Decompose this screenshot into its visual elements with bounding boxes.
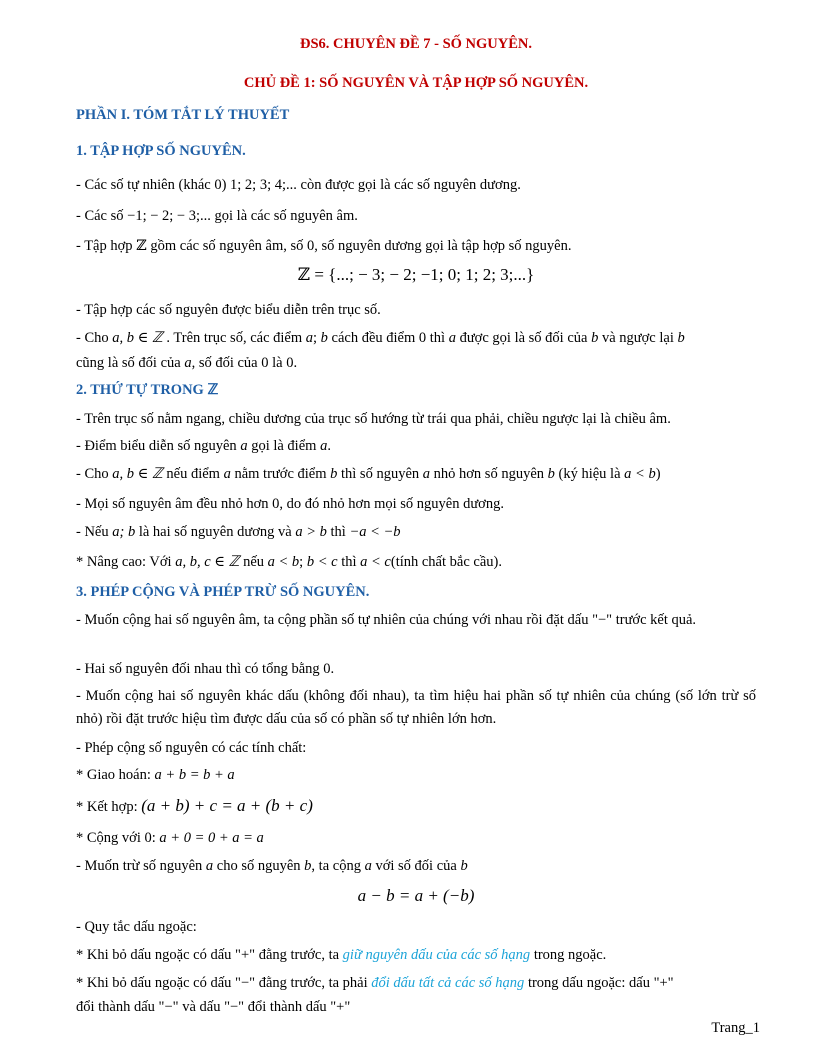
- paragraph: [76, 946, 756, 965]
- math-expression: a < b: [267, 554, 300, 570]
- math-var: b: [320, 330, 328, 346]
- paragraph: [76, 523, 756, 542]
- text: nếu điểm: [166, 466, 220, 482]
- math-expression: a + 0 = 0 + a = a: [159, 830, 264, 846]
- paragraph: - Tập hợp các số nguyên được biểu diễn trên trục số.: [76, 302, 381, 318]
- section-heading-2: [76, 382, 218, 399]
- math-expression: a, b, c ∈ ℤ: [175, 554, 240, 570]
- math-expression: −a < −b: [349, 524, 401, 540]
- math-var: a: [205, 858, 214, 874]
- math-expression: a < b: [624, 466, 656, 482]
- text: * Khi bỏ dấu ngoặc có dấu "+" đằng trước, ta: [76, 947, 340, 963]
- text: , số đối của 0 là 0.: [191, 355, 298, 371]
- paragraph: - Quy tắc dấu ngoặc:: [76, 919, 197, 935]
- page-number: Trang_1: [711, 1020, 760, 1036]
- text: thì: [341, 554, 357, 570]
- math-var: b: [547, 466, 555, 482]
- paragraph: [76, 857, 756, 876]
- paragraph: [76, 354, 756, 373]
- math-var: b: [591, 330, 599, 346]
- text: - Các số tự nhiên (khác 0): [76, 177, 227, 193]
- paragraph: - Muốn cộng hai số nguyên âm, ta cộng phần số tự nhiên của chúng với nhau rồi đặt dấu "−" trước kết quả.: [76, 612, 697, 628]
- text: * Kết hợp:: [76, 799, 138, 815]
- text: cách đều điểm 0 thì: [331, 330, 446, 346]
- text: cũng là số đối của: [76, 355, 181, 371]
- section-heading-3: 3. PHÉP CỘNG VÀ PHÉP TRỪ SỐ NGUYÊN.: [76, 584, 370, 600]
- text: . Trên trục số, các điểm: [166, 330, 303, 346]
- text: nếu: [243, 554, 264, 570]
- math-expression: (a + b) + c = a + (b + c): [141, 796, 313, 815]
- text: còn được gọi là các số nguyên dương.: [296, 177, 521, 193]
- math-var: b: [304, 858, 312, 874]
- paragraph: [76, 974, 756, 993]
- text: thì số nguyên: [341, 466, 420, 482]
- math-var: b: [677, 330, 685, 346]
- text: gọi là điểm: [251, 438, 317, 454]
- math-expression: a < c: [360, 554, 391, 570]
- text: ;: [313, 330, 318, 346]
- heading-text: 2. THỨ TỰ TRONG: [76, 382, 204, 398]
- paragraph: - Phép cộng số nguyên có các tính chất:: [76, 740, 307, 756]
- paragraph: [76, 553, 756, 572]
- text: - Cho: [76, 466, 109, 482]
- paragraph: - Muốn cộng hai số nguyên khác dấu (không đối nhau), ta tìm hiệu hai phần số tự nhiên của chúng (số lớn trừ số nhỏ) rồi đặt trước hiệu tìm được dấu của số có phần số tự nhiên lớn hơn.: [76, 688, 756, 727]
- text: trong dấu ngoặc: dấu "+": [524, 975, 674, 991]
- property-commutative: [76, 766, 756, 785]
- math-var: a: [305, 330, 313, 346]
- text: * Nâng cao: Với: [76, 554, 172, 570]
- math-expression: b < c: [306, 554, 338, 570]
- text: và ngược lại: [601, 330, 674, 346]
- math-var: a: [448, 330, 456, 346]
- text: là hai số nguyên dương và: [138, 524, 292, 540]
- paragraph: [76, 207, 756, 226]
- part-heading: PHẦN I. TÓM TẮT LÝ THUYẾT: [76, 107, 290, 123]
- set-formula: ℤ = {...; − 3; − 2; −1; 0; 1; 2; 3;...}: [297, 265, 535, 284]
- math-var: a: [422, 466, 431, 482]
- math-var: a: [320, 438, 328, 454]
- topic-title: CHỦ ĐỀ 1: SỐ NGUYÊN VÀ TẬP HỢP SỐ NGUYÊN.: [243, 75, 589, 91]
- text: * Cộng với 0:: [76, 830, 156, 846]
- math-expression: a, b ∈ ℤ: [112, 466, 163, 482]
- text: - Cho: [76, 330, 109, 346]
- text: (tính chất bắc cầu).: [390, 554, 502, 570]
- math-expression: 1; 2; 3; 4;...: [230, 177, 297, 193]
- text: được gọi là số đối của: [459, 330, 588, 346]
- section-heading-1: 1. TẬP HỢP SỐ NGUYÊN.: [76, 143, 246, 159]
- paragraph: [76, 176, 756, 195]
- text: - Muốn trừ số nguyên: [76, 858, 203, 874]
- text: thì: [330, 524, 346, 540]
- text: - Tập hợp: [76, 238, 133, 254]
- text: gồm các số nguyên âm, số 0, số nguyên dương gọi là tập hợp số nguyên.: [146, 238, 572, 254]
- text: gọi là các số nguyên âm.: [210, 208, 358, 224]
- integer-set-symbol: ℤ: [207, 382, 219, 398]
- text: - Các số: [76, 208, 124, 224]
- text: * Giao hoán:: [76, 767, 151, 783]
- math-var: a: [240, 438, 248, 454]
- highlighted-text: giữ nguyên dấu của các số hạng: [342, 947, 531, 963]
- math-expression: a + b = b + a: [154, 767, 235, 783]
- text: - Điểm biểu diễn số nguyên: [76, 438, 237, 454]
- paragraph: [76, 237, 756, 256]
- math-var: b: [330, 466, 338, 482]
- math-expression: a > b: [295, 524, 327, 540]
- math-expression: −1; − 2; − 3;...: [127, 208, 211, 224]
- subtraction-formula: a − b = a + (−b): [357, 886, 475, 905]
- property-associative: [76, 796, 756, 817]
- text: cho số nguyên: [216, 858, 301, 874]
- text: (ký hiệu là: [558, 466, 621, 482]
- text: - Nếu: [76, 524, 109, 540]
- math-var: a: [184, 355, 192, 371]
- math-expression: a; b: [112, 524, 136, 540]
- paragraph: - Mọi số nguyên âm đều nhỏ hơn 0, do đó nhỏ hơn mọi số nguyên dương.: [76, 496, 504, 512]
- text: .: [327, 438, 331, 454]
- property-zero: [76, 829, 756, 848]
- paragraph: [76, 437, 756, 456]
- math-var: a: [223, 466, 231, 482]
- text: với số đối của: [375, 858, 457, 874]
- math-expression: a, b ∈ ℤ: [112, 330, 163, 346]
- paragraph: [76, 329, 756, 348]
- text: nằm trước điểm: [234, 466, 327, 482]
- text: trong ngoặc.: [530, 947, 607, 963]
- highlighted-text: đổi dấu tất cả các số hạng: [371, 975, 525, 991]
- math-var: b: [460, 858, 468, 874]
- paragraph: - Hai số nguyên đối nhau thì có tổng bằng 0.: [76, 661, 335, 677]
- paragraph: - Trên trục số nằm ngang, chiều dương của trục số hướng từ trái qua phải, chiều ngược lại là chiều âm.: [76, 411, 671, 427]
- integer-set-symbol: ℤ: [136, 238, 147, 254]
- paragraph: [76, 465, 756, 484]
- text: ;: [299, 554, 304, 570]
- math-var: a: [364, 858, 372, 874]
- document-title: ĐS6. CHUYÊN ĐỀ 7 - SỐ NGUYÊN.: [299, 36, 533, 52]
- text: ): [655, 466, 661, 482]
- text: * Khi bỏ dấu ngoặc có dấu "−" đằng trước, ta phải: [76, 975, 368, 991]
- text: nhỏ hơn số nguyên: [433, 466, 545, 482]
- text: , ta cộng: [311, 858, 361, 874]
- paragraph: đổi thành dấu "−" và dấu "−" đổi thành dấu "+": [76, 999, 351, 1015]
